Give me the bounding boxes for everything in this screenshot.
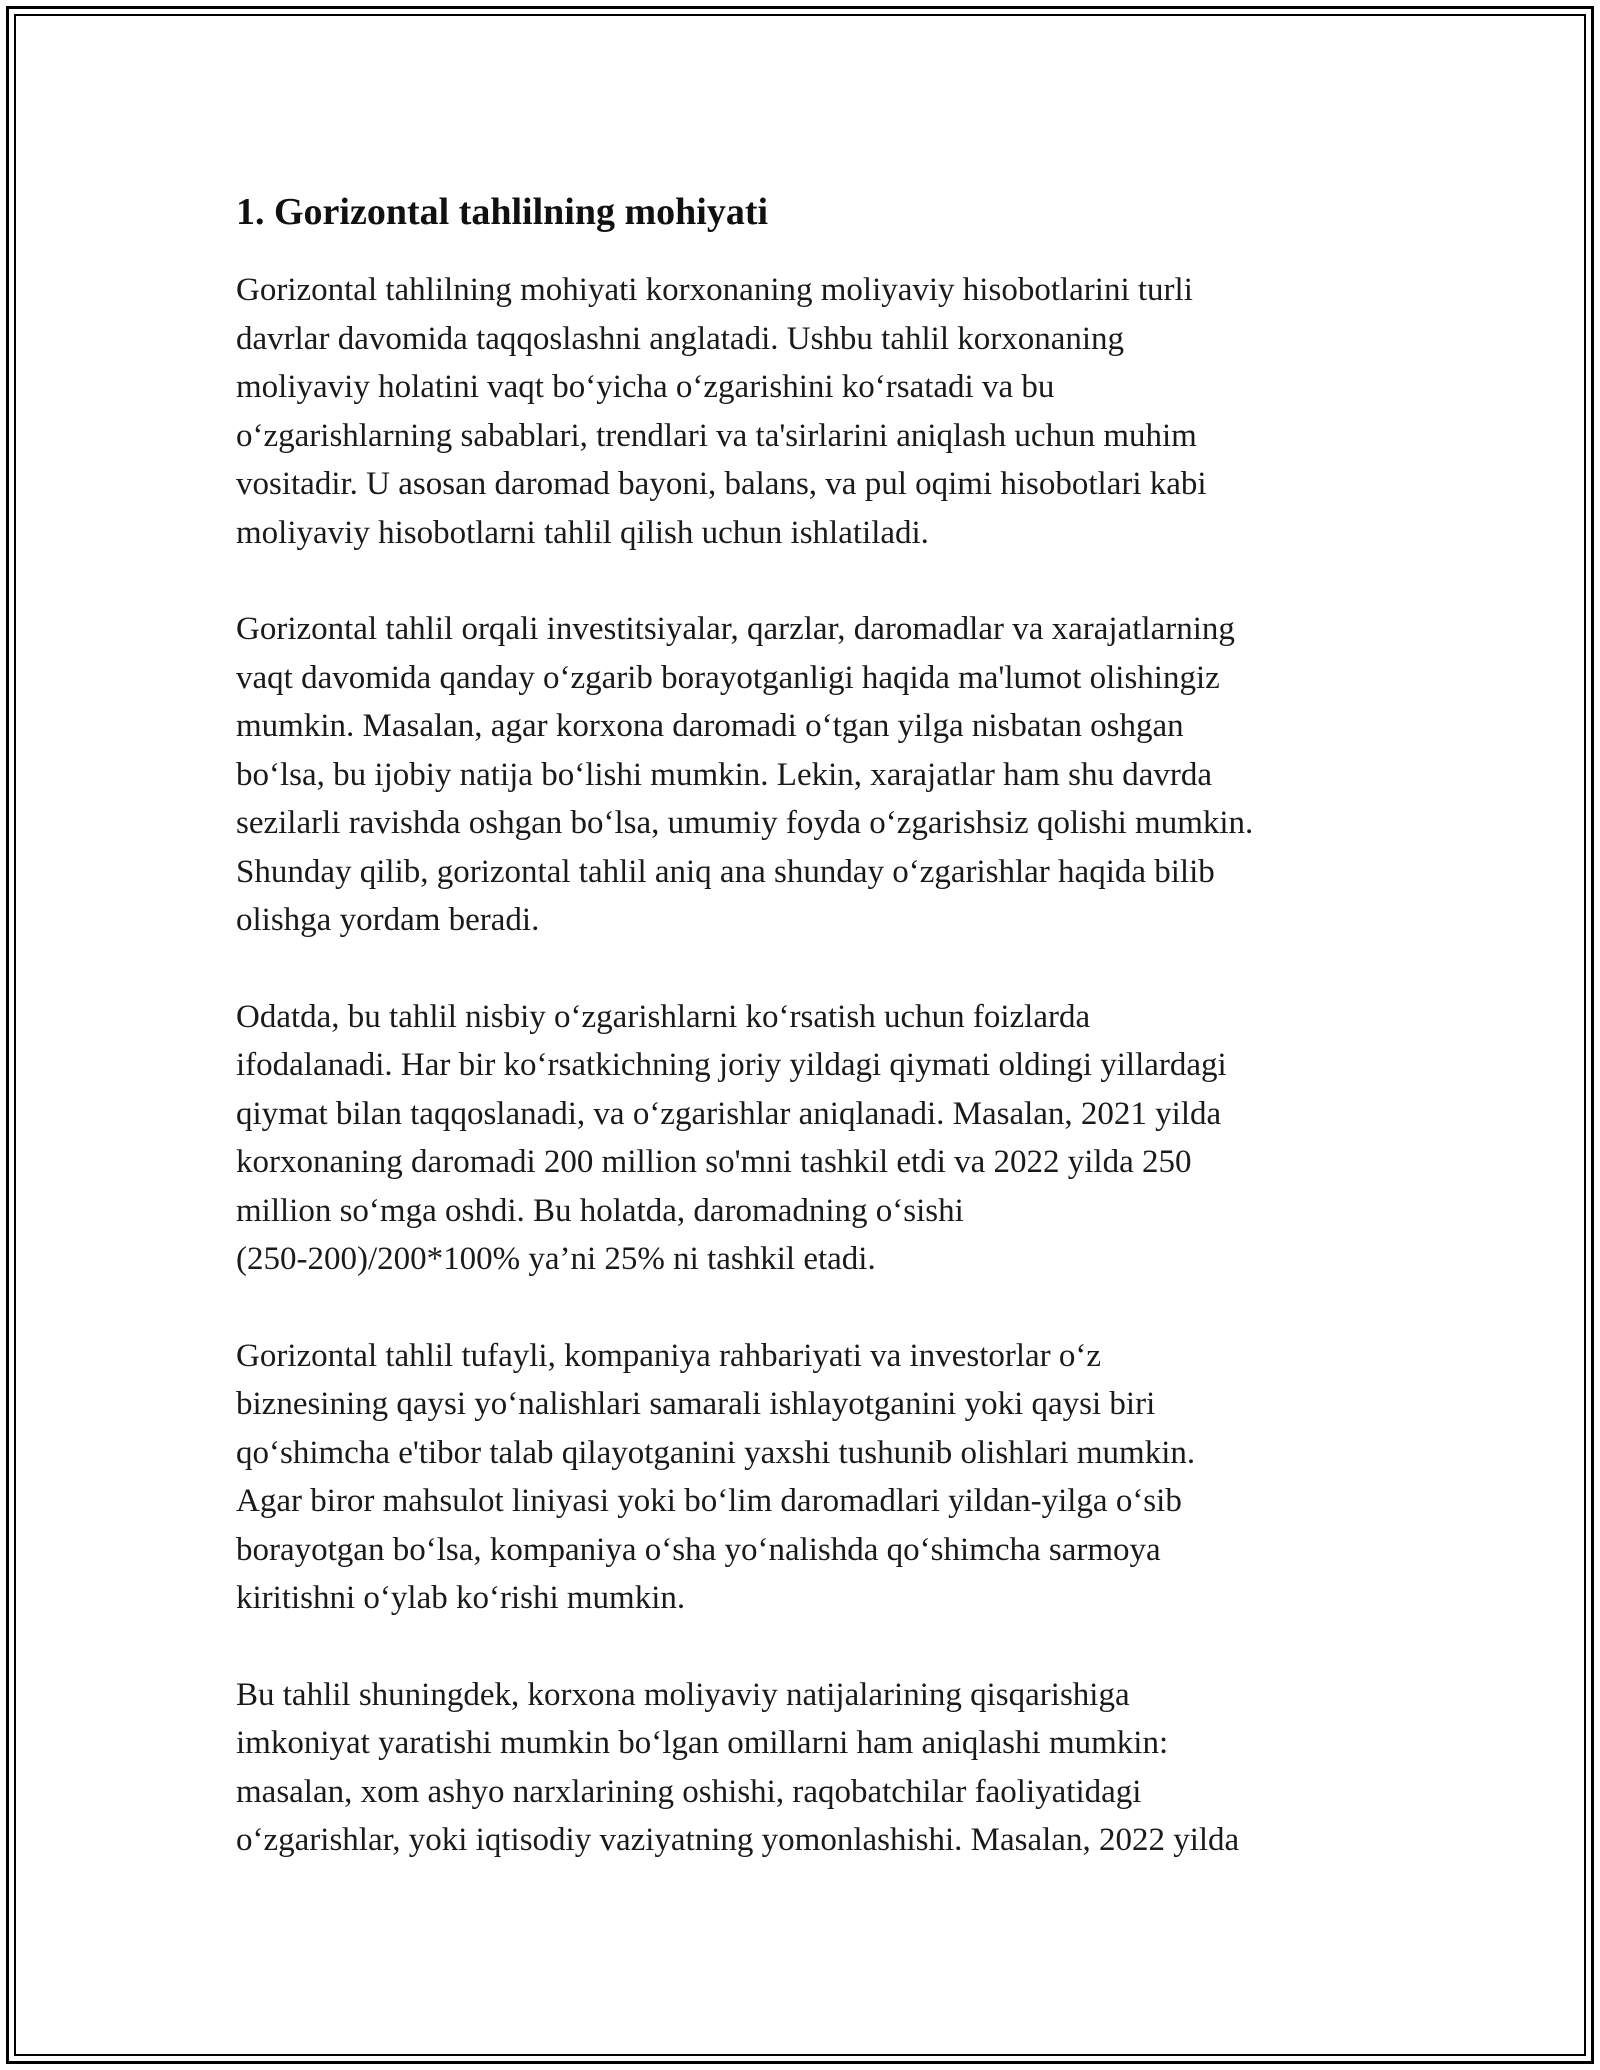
paragraph-line: ifodalanadi. Har bir ko‘rsatkichning joriy yildagi qiymati oldingi yillardagi (236, 1047, 1227, 1083)
paragraph-line: Gorizontal tahlil tufayli, kompaniya rahbariyati va investorlar o‘z (236, 1337, 1102, 1374)
paragraph (236, 605, 1386, 945)
paragraph-line: bo‘lsa, bu ijobiy natija bo‘lishi mumkin. Lekin, xarajatlar ham shu davrda (236, 756, 1213, 793)
paragraph-line: qo‘shimcha e'tibor talab qilayotganini yaxshi tushunib olishlari mumkin. (236, 1434, 1196, 1471)
paragraph-line: vositadir. U asosan daromad bayoni, balans, va pul oqimi hisobotlari kabi (236, 466, 1207, 502)
paragraph-line: davrlar davomida taqqoslashni anglatadi. Ushbu tahlil korxonaning (236, 320, 1125, 357)
paragraph-line: masalan, xom ashyo narxlarining oshishi, raqobatchilar faoliyatidagi (236, 1773, 1142, 1810)
paragraph-line: o‘zgarishlarning sabablari, trendlari va ta'sirlarini aniqlash uchun muhim (236, 417, 1197, 454)
paragraph-line: Shunday qilib, gorizontal tahlil aniq ana shunday o‘zgarishlar haqida bilib (236, 853, 1215, 890)
paragraph (236, 266, 1386, 557)
paragraph-line: korxonaning daromadi 200 million so'mni tashkil etdi va 2022 yilda 250 (236, 1144, 1192, 1180)
paragraph-line: vaqt davomida qanday o‘zgarib borayotganligi haqida ma'lumot olishingiz (236, 659, 1220, 696)
section-heading: 1. Gorizontal tahlilning mohiyati (236, 191, 769, 233)
paragraph-line: moliyaviy holatini vaqt bo‘yicha o‘zgarishini ko‘rsatadi va bu (236, 369, 1055, 405)
paragraph-line: qiymat bilan taqqoslanadi, va o‘zgarishlar aniqlanadi. Masalan, 2021 yilda (236, 1095, 1222, 1132)
paragraph-line: million so‘mga oshdi. Bu holatda, daromadning o‘sishi (236, 1192, 964, 1229)
paragraph-line: imkoniyat yaratishi mumkin bo‘lgan omillarni ham aniqlashi mumkin: (236, 1725, 1169, 1761)
paragraph-line: Agar biror mahsulot liniyasi yoki bo‘lim daromadlari yildan-yilga o‘sib (236, 1483, 1182, 1519)
paragraph-line: o‘zgarishlar, yoki iqtisodiy vaziyatning yomonlashishi. Masalan, 2022 yilda (236, 1822, 1240, 1858)
paragraph-line: Gorizontal tahlilning mohiyati korxonaning moliyaviy hisobotlarini turli (236, 272, 1193, 308)
paragraph (236, 1332, 1386, 1623)
paragraph-line: Odatda, bu tahlil nisbiy o‘zgarishlarni ko‘rsatish uchun foizlarda (236, 998, 1091, 1035)
paragraph (236, 993, 1386, 1284)
paragraph-list (236, 266, 1386, 1865)
paragraph-line: Gorizontal tahlil orqali investitsiyalar, qarzlar, daromadlar va xarajatlarning (236, 611, 1235, 647)
paragraph (236, 1671, 1386, 1865)
paragraph-line: kiritishni o‘ylab ko‘rishi mumkin. (236, 1580, 686, 1616)
paragraph-line: sezilarli ravishda oshgan bo‘lsa, umumiy foyda o‘zgarishsiz qolishi mumkin. (236, 805, 1254, 841)
paragraph-line: biznesining qaysi yo‘nalishlari samarali ishlayotganini yoki qaysi biri (236, 1386, 1156, 1422)
paragraph-line: mumkin. Masalan, agar korxona daromadi o‘tgan yilga nisbatan oshgan (236, 708, 1184, 744)
paragraph-line: Bu tahlil shuningdek, korxona moliyaviy natijalarining qisqarishiga (236, 1676, 1130, 1713)
document-body (236, 184, 1386, 1913)
paragraph-line: (250-200)/200*100% ya’ni 25% ni tashkil etadi. (236, 1241, 876, 1277)
paragraph-line: moliyaviy hisobotlarni tahlil qilish uchun ishlatiladi. (236, 514, 929, 551)
paragraph-line: olishga yordam beradi. (236, 902, 540, 938)
paragraph-line: borayotgan bo‘lsa, kompaniya o‘sha yo‘nalishda qo‘shimcha sarmoya (236, 1531, 1161, 1568)
